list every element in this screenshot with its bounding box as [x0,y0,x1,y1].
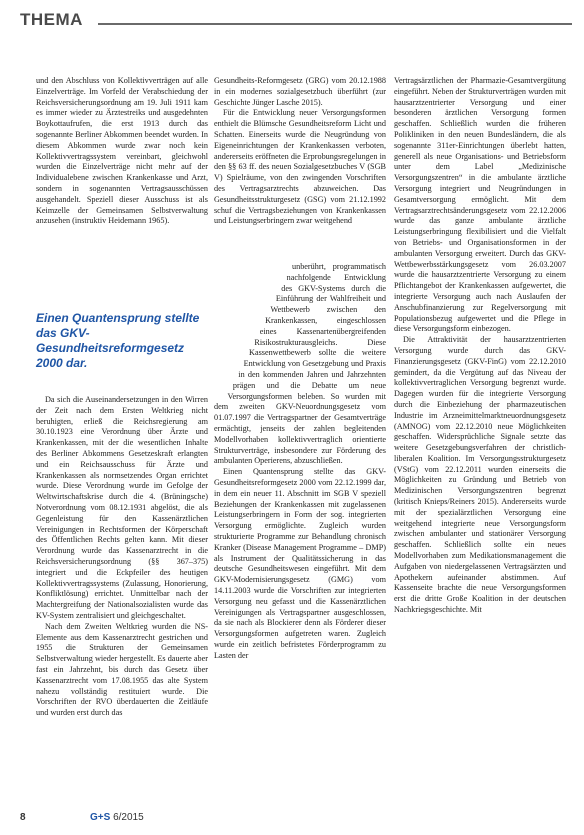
paragraph: Die Attraktivität der hausarztzentrierten Versorgung wurde durch das GKV-Finanzierungsgesetz (GKV-FinG) vom 22.12.2010 gemindert, da die Vergütung auf das Niveau der kollektivvertraglichen Versorgung begrenzt wurde. Dagegen wurden für die integrierte Versorgung durch die Einbeziehung der pharmazeutischen Industrie im Arzneimittelmarktneuordnungsgesetz (AMNOG) vom 22.12.2010 neue Möglichkeiten geschaffen. Widersprüchliche Signale setzte das weitere Gesetzgebungsverfahren der christlich-liberalen Koalition. Im Versorgungsstrukturgesetz (VStG) vom 22.12.2011 wurden einerseits die Möglichkeiten zu Gründung und Betrieb von Medizinischen Versorgungszentren begrenzt (kritisch Knieps/Reiners 2015). Andererseits wurde mit der spezialärztlichen Versorgung eine weitgehend integrierte neue Versorgungsform zwischen ambulanter und stationärer Versorgung geschaffen. Schließlich sollte ein neues Modellvorhaben zum Medikationsmanagement die Aufgaben von niedergelassenen Vertragsärzten und Apothekern aufeinander abstimmen. Auf Kassenseite brachte die neue Versorgungsformen erst die dritte Große Koalition in der deutschen Nachkriegsgeschichte. Mit [394,335,566,615]
header-rule [98,23,572,25]
paragraph: Gesundheits-Reformgesetz (GRG) vom 20.12.1988 in ein modernes sozialgesetzbuch überführt (zur Geschichte Jünger Lasche 2015). [214,76,386,107]
page-header [20,10,572,30]
issue-number: 6/2015 [113,812,144,823]
section-label: THEMA [20,10,83,29]
column-1-lower [36,395,208,719]
publication-info [90,812,144,823]
column-2-upper [214,76,386,227]
page-number: 8 [20,812,26,823]
column-1-upper [36,76,208,227]
pull-quote: Einen Quantensprung stellte das GKV-Gesundheitsreformgesetz 2000 dar. [36,311,200,370]
column-3 [394,76,566,616]
paragraph: unberührt, programmatisch nachfolgende Entwicklung des GKV-Systems durch die Einführung der Wahlfreiheit und Wettbewerb zwischen den Krankenkassen, eingeschlossen eines Kassenartenübergreifenden Risikostrukturausgleichs. Diese Kassenwettbewerb sollte die weitere Entwicklung von Gesetzgebung und Praxis in den kommenden Jahren und Jahrzehnten prägen und die Debatte um neue Versorgungsformen beleben. So wurden mit dem zweiten GKV-Neuordnungsgesetz vom 01.07.1997 die Vertragspartner der Gesamtverträge ermächtigt, jenseits der zahlen begleitenden Modellvorhaben kollektivvertraglich orientierte Strukturverträge, insbesondere zur Förderung des ambulanten Operierens, abzuschließen. [214,262,386,466]
publication-logo: G+S [90,812,111,823]
column-2-lower [214,262,386,661]
paragraph: Einen Quantensprung stellte das GKV-Gesundheitsreformgesetz 2000 vom 22.12.1999 dar, in dem ein neuer 11. Abschnitt im SGB V speziell Beziehungen der Krankenkassen mit zugelassenen Leistungserbringern in Form der sog. integrierten Versorgung ermöglichte. Zugleich wurden strukturierte Programme zur Behandlung chronisch Kranker (Disease Management Programme – DMP) als Instrument der Qualitätssicherung in das deutsche Gesundheitswesen eingeführt. Mit dem GKV-Modernisierungsgesetz (GMG) vom 14.11.2003 wurde die Vorschriften zur integrierten Versorgung neu gefasst und die Kassenärztlichen Vereinigungen als Vertragspartner ausgeschlossen, da sie nach als Blockierer denn als Förderer dieser Versorgungsformen aufgetreten waren. Zugleich wurde ein zeitlich befristetes Förderprogramm zu Lasten der [214,467,386,660]
page-footer [20,812,572,826]
paragraph: und den Abschluss von Kollektivverträgen auf alle Einzelverträge. Im Vorfeld der Verabschiedung der Reichsversicherungsordnung am 19. Juli 1911 kam es immer wieder zu Ärztestreiks und ausgedehnten Boykottaufrufen, die erst 1913 durch das sogenannte Berliner Abkommen beendet wurden. In diesem Abkommen wurde zwar noch kein Kollektivvertragssystem vereinbart, gleichwohl wurden die Einzelverträge nicht mehr auf der Individualebene zwischen Krankenkasse und Arzt, sondern in sogenannten Vertragsausschüssen ausgehandelt. Speziell dieser Ausschuss ist als Keimzelle der Gemeinsamen Selbstverwaltung anzusehen (instruktiv Heidemann 1965). [36,76,208,226]
paragraph: Da sich die Auseinandersetzungen in den Wirren der Zeit nach dem Ersten Weltkrieg nicht beruhigten, erließ die Reichsregierung am 30.10.1923 eine Verordnung über Ärzte und Krankenkassen, mit der die wesentlichen Inhalte des Berliner Abkommens Gesetzeskraft erlangten und ein Reichsausschuss für Ärzte und Krankenkassen als normsetzendes Organ errichtet wurde. Diese Verordnung wurde im Gefolge der Weltwirtschaftskrise durch die 4. (Brüningsche) Notverordnung vom 08.12.1931 abgelöst, die als Gegenleistung für den Kassenärztlichen Vereinigungen in Rechtsformen der Körperschaft des Öffentlichen Rechts gelten kann. Mit dieser Verordnung wurde das Kassenarztrecht in die Reichsversicherungsordnung (§§ 367–375) integriert und die Eckpfeiler des heutigen Kollektivvertragssystems (Zulassung, Honorierung, Konfliktlösung) errichtet. Unmittelbar nach der Machtergreifung der Nationalsozialisten wurde das KV-System zentralisiert und gleichgeschaltet. [36,395,208,620]
paragraph: Nach dem Zweiten Weltkrieg wurden die NS-Elemente aus dem Kassenarztrecht gestrichen und 1955 die Strukturen der Gemeinsamen Selbstverwaltung wieder hergestellt. Es dauerte aber fast ein Jahrzehnt, bis durch das Gesetz über Kassenarztrecht vom 17.08.1955 das alte System nahezu vollständig restituiert wurde. Die Vorschriften der RVO überdauerten die Zeitläufe und wurden erst durch das [36,621,208,718]
paragraph: Vertragsärztlichen der Pharmazie-Gesamtvergütung eingeführt. Neben der Strukturverträgen wurden mit hausarztzentrierter Versorgung und einer besonderen ärztlichen Versorgung formen geschaffen. Schließlich wurden die früheren Polikliniken in den neuen Bundesländern, die als sogenannte 311er-Einrichtungen überlebt hatten, generell als neue Organisations- und Betriebsform unter dem Label „Medizinische Versorgungszentren“ in die ambulante ärztliche Versorgung integriert und Neugründungen in Gesamtversorgung ermöglicht. Mit dem Vertragsarztrechtsänderungsgesetz vom 22.12.2006 wurde das ganze ambulante ärztliche Leistungserbringung flexibilisiert und die Vielfalt von Betriebs- und Organisationsformen in der ambulanten Versorgung erweitert. Durch das GKV-Wettbewerbsstärkungsgesetz vom 26.03.2007 wurde die hausarztzentrierte Versorgung zu einem Pflichtangebot der Krankenkassen aufgewertet, die integrierte Versorgung auch nach Auslaufen der Anschubfinanzierung zur Regelversorgung mit Populationsbezug aufgewertet und die Pflege in diese Versorgungsform einbezogen. [394,76,566,334]
paragraph: Für die Entwicklung neuer Versorgungsformen enthielt die Blümsche Gesundheitsreform Licht und Schatten. Einerseits wurde die Neugründung von Eigeneinrichtungen der Krankenkassen verboten, andererseits eröffneten die Erprobungsregelungen in den §§ 63 ff. des neuen Sozialgesetzbuches V (SGB V) Spielräume, von den zwingenden Vorschriften des Vertragsarztrechts abzuweichen. Das Gesundheitsstrukturgesetz (GSG) vom 21.12.1992 schuf die Vertragsbeziehungen von Krankenkassen und Leistungserbringern zwar weitgehend [214,108,386,226]
